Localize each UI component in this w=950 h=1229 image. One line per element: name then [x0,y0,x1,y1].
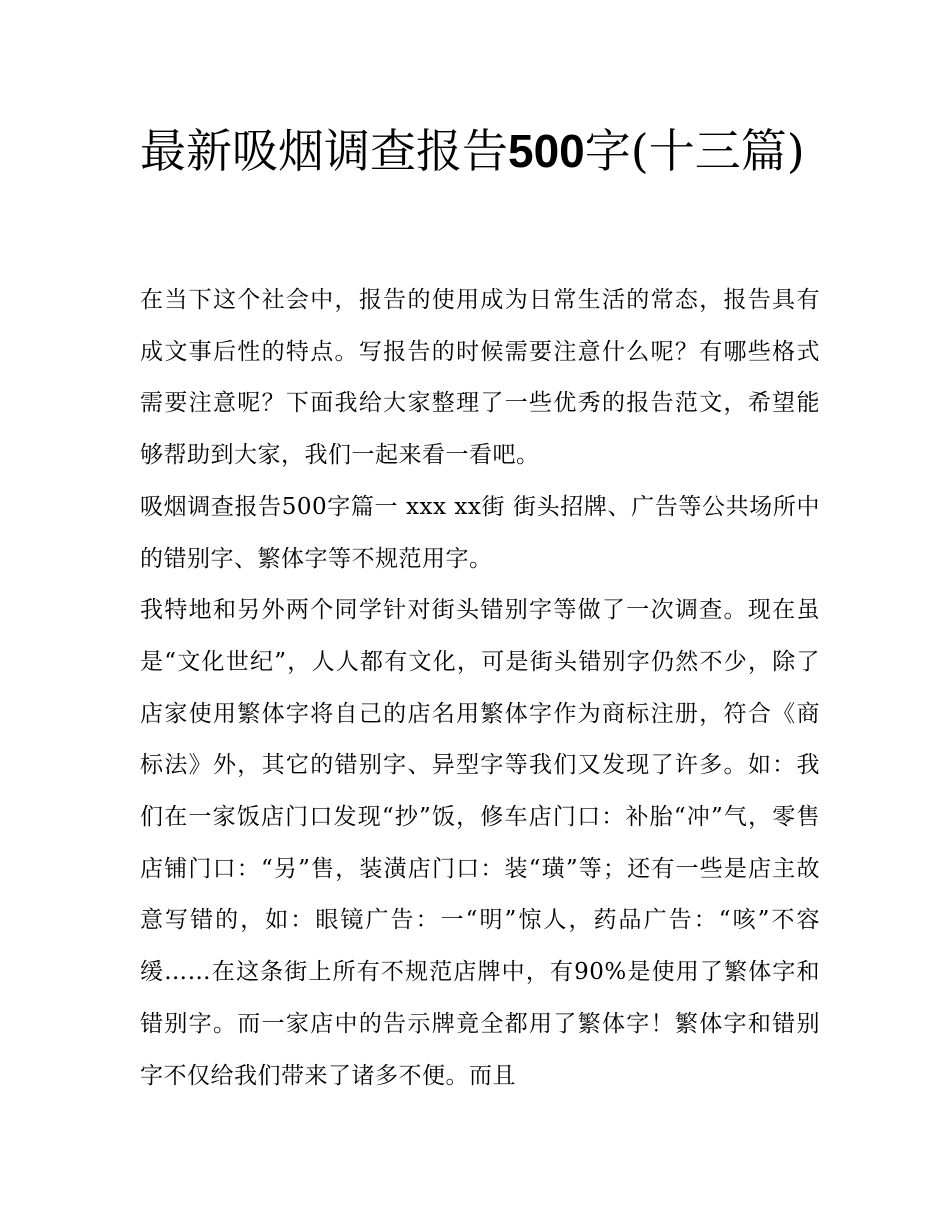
title-text-part2: 字(十三篇) [584,124,805,178]
document-title [140,112,820,190]
title-text-part1: 最新吸烟调查报告 [140,124,508,178]
section-heading-paragraph: 吸烟调查报告500字篇一 xxx xx街 街头招牌、广告等公共场所中的错别字、繁体字等不规范用字。 [140,493,820,572]
intro-paragraph: 在当下这个社会中，报告的使用成为日常生活的常态，报告具有成文事后性的特点。写报告的时候需要注意什么呢？有哪些格式需要注意呢？下面我给大家整理了一些优秀的报告范文，希望能够帮助到大家，我们一起来看一看吧。 [140,287,820,469]
survey-paragraph: 我特地和另外两个同学针对街头错别字等做了一次调查。现在虽是“文化世纪”，人人都有文化，可是街头错别字仍然不少，除了店家使用繁体字将自己的店名用繁体字作为商标注册，符合《商标法》外，其它的错别字、异型字等我们又发现了许多。如：我们在一家饭店门口发现“抄”饭，修车店门口：补胎“冲”气，零售店铺门口：“另”售，装潢店门口：装“璜”等；还有一些是店主故意写错的，如：眼镜广告：一“明”惊人，药品广告：“咳”不容缓……在这条街上所有不规范店牌中，有90%是使用了繁体字和错别字。而一家店中的告示牌竟全都用了繁体字！繁体字和错别字不仅给我们带来了诸多不便。而且 [140,597,820,1089]
title-number: 500 [508,125,585,177]
document-body [140,275,820,1102]
